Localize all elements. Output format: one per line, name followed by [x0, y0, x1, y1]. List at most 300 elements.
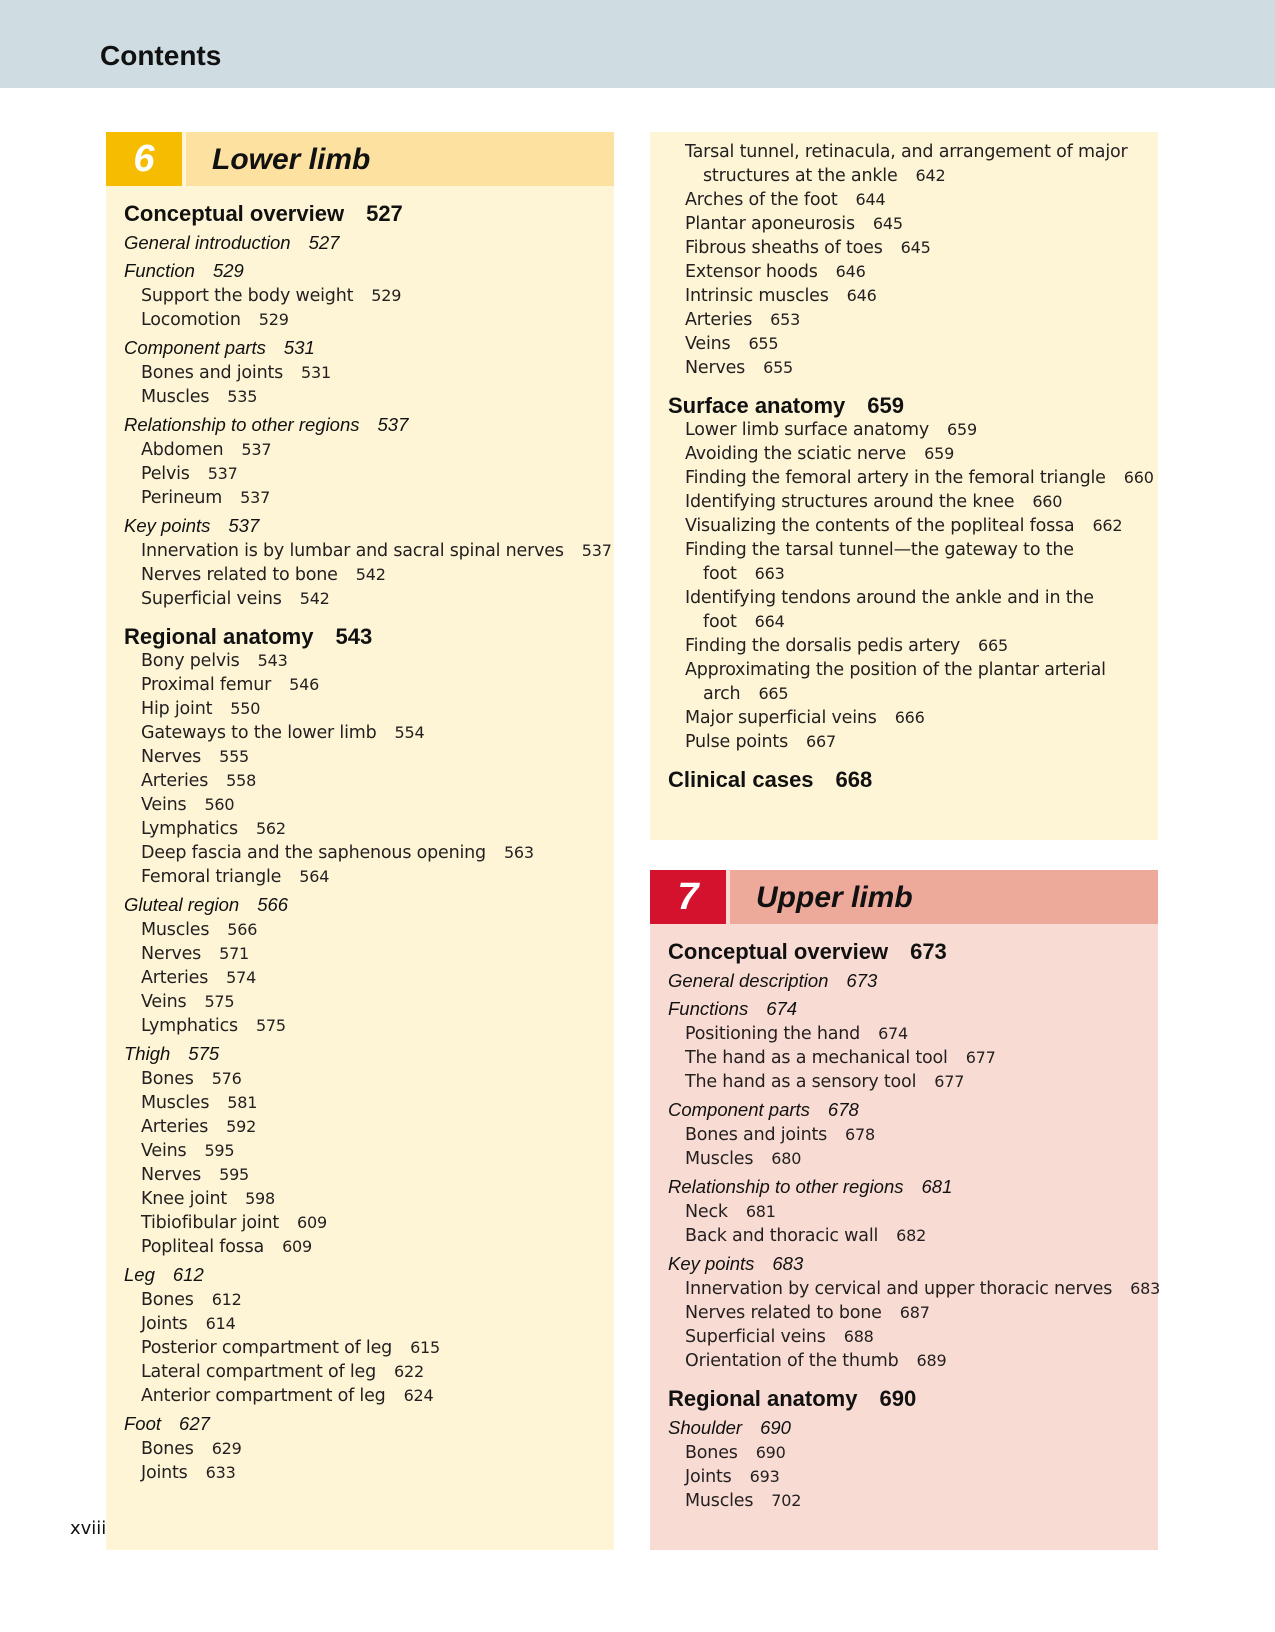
- toc-entry-title: Bones and joints: [685, 1125, 828, 1145]
- toc-entry: [685, 706, 925, 730]
- toc-entry-page: 554: [394, 723, 425, 742]
- toc-entry: [668, 1387, 916, 1411]
- toc-entry-title: Positioning the hand: [685, 1024, 861, 1044]
- toc-entry-title: General introduction: [124, 232, 291, 253]
- toc-entry-title: Veins: [141, 795, 187, 815]
- toc-entry-page: 683: [772, 1253, 804, 1274]
- toc-entry: [141, 1163, 249, 1187]
- toc-entry: [141, 721, 424, 745]
- toc-entry-title: Support the body weight: [141, 286, 354, 306]
- toc-entry-page: 689: [916, 1351, 947, 1370]
- toc-entry: [141, 697, 260, 721]
- toc-entry: [141, 865, 329, 889]
- toc-entry-page: 680: [771, 1149, 802, 1168]
- toc-entry-page: 624: [403, 1386, 434, 1405]
- toc-entry-page: 562: [255, 819, 286, 838]
- toc-entry-title: Bones: [141, 1439, 194, 1459]
- toc-entry-page: 595: [219, 1165, 250, 1184]
- toc-entry: [141, 1461, 236, 1485]
- toc-entry-title: Veins: [141, 992, 187, 1012]
- toc-entry: [141, 1235, 312, 1259]
- toc-entry-title: Back and thoracic wall: [685, 1226, 879, 1246]
- toc-entry: [668, 969, 877, 993]
- toc-entry-page: 527: [308, 232, 340, 253]
- page-title: Contents: [100, 40, 222, 71]
- toc-entry: [124, 413, 408, 437]
- toc-entry-title: Identifying tendons around the ankle and in the: [685, 588, 1094, 608]
- toc-entry-title: Anterior compartment of leg: [141, 1386, 386, 1406]
- toc-entry: [141, 1091, 257, 1115]
- toc-entry: [685, 1070, 964, 1094]
- toc-entry: [685, 586, 1094, 610]
- toc-entry-page: 612: [211, 1290, 242, 1309]
- toc-entry-title: Arteries: [141, 1117, 209, 1137]
- toc-entry-title: Relationship to other regions: [124, 414, 360, 435]
- toc-entry-page: 614: [205, 1314, 236, 1333]
- toc-entry-title: Nerves: [141, 1165, 202, 1185]
- toc-entry: [124, 625, 372, 649]
- toc-entry-page: 598: [245, 1189, 276, 1208]
- toc-entry-page: 529: [371, 286, 402, 305]
- toc-entry-page: 537: [207, 464, 238, 483]
- toc-entry: [668, 1416, 791, 1440]
- toc-entry-page: 660: [1123, 468, 1154, 487]
- toc-entry: [685, 1147, 801, 1171]
- toc-entry-title: Thigh: [124, 1043, 171, 1064]
- chapter-6-heading: [106, 132, 614, 186]
- toc-entry-page: 581: [227, 1093, 258, 1112]
- toc-entry-page: 655: [763, 358, 794, 377]
- toc-entry-page: 531: [301, 363, 331, 382]
- toc-entry: [685, 1489, 801, 1513]
- toc-entry-title: Regional anatomy: [124, 624, 314, 649]
- toc-entry-page: 592: [226, 1117, 257, 1136]
- toc-entry: [141, 1288, 242, 1312]
- toc-entry-title: Locomotion: [141, 310, 241, 330]
- toc-entry-title: Lower limb surface anatomy: [685, 420, 929, 440]
- toc-entry: [141, 563, 386, 587]
- toc-entry: [124, 1042, 219, 1066]
- toc-entry: [685, 1277, 1160, 1301]
- toc-entry-page: 537: [377, 414, 409, 435]
- toc-entry: [668, 1098, 859, 1122]
- toc-entry-title: Superficial veins: [685, 1327, 826, 1347]
- toc-entry: [141, 1360, 424, 1384]
- toc-entry: [685, 308, 800, 332]
- toc-entry: [685, 188, 885, 212]
- toc-entry-page: 666: [894, 708, 925, 727]
- toc-entry-title: Leg: [124, 1264, 155, 1285]
- toc-entry-title: Muscles: [685, 1491, 754, 1511]
- toc-entry-title: Arteries: [141, 968, 209, 988]
- toc-entry-title: Finding the femoral artery in the femoral triangle: [685, 468, 1106, 488]
- toc-entry: [141, 1139, 234, 1163]
- chapter-number: 6: [106, 132, 182, 186]
- toc-entry-title: Extensor hoods: [685, 262, 818, 282]
- toc-entry-page: 646: [846, 286, 877, 305]
- toc-entry: [685, 1123, 875, 1147]
- toc-entry-title: Nerves: [685, 358, 746, 378]
- toc-entry-title: Plantar aponeurosis: [685, 214, 855, 234]
- toc-entry-title: Component parts: [124, 337, 266, 358]
- chapter-7-heading: [650, 870, 1158, 924]
- toc-entry: [685, 658, 1106, 682]
- toc-entry: [685, 1325, 874, 1349]
- toc-entry: [703, 164, 945, 188]
- toc-entry-page: 659: [924, 444, 955, 463]
- toc-entry-page: 678: [827, 1099, 859, 1120]
- toc-entry-title: Arches of the foot: [685, 190, 838, 210]
- toc-entry-page: 645: [900, 238, 931, 257]
- toc-entry-page: 609: [297, 1213, 327, 1232]
- toc-entry: [668, 768, 872, 792]
- toc-entry-page: 655: [748, 334, 779, 353]
- toc-entry-page: 693: [749, 1467, 780, 1486]
- toc-entry-page: 646: [835, 262, 866, 281]
- toc-entry: [141, 1115, 256, 1139]
- toc-entry: [141, 361, 331, 385]
- chapter-title: Lower limb: [186, 132, 614, 186]
- toc-entry-title: arch: [703, 684, 741, 704]
- toc-entry: [685, 1441, 786, 1465]
- toc-entry: [141, 587, 330, 611]
- toc-entry-title: Avoiding the sciatic nerve: [685, 444, 907, 464]
- toc-entry: [685, 634, 1008, 658]
- toc-entry-page: 627: [179, 1413, 210, 1434]
- toc-entry-page: 665: [758, 684, 789, 703]
- toc-entry-page: 527: [366, 201, 403, 226]
- toc-entry: [141, 1211, 327, 1235]
- toc-entry-title: Nerves related to bone: [141, 565, 338, 585]
- toc-entry-title: Superficial veins: [141, 589, 282, 609]
- toc-entry-title: Fibrous sheaths of toes: [685, 238, 883, 258]
- toc-entry-title: Bones: [141, 1290, 194, 1310]
- toc-entry-title: Neck: [685, 1202, 728, 1222]
- toc-entry-title: Component parts: [668, 1099, 810, 1120]
- toc-entry-title: Tarsal tunnel, retinacula, and arrangement of major: [685, 142, 1128, 162]
- toc-entry: [141, 793, 234, 817]
- toc-entry-title: Finding the tarsal tunnel—the gateway to the: [685, 540, 1074, 560]
- toc-entry-page: 537: [228, 515, 260, 536]
- toc-entry: [141, 1187, 275, 1211]
- toc-entry: [685, 356, 793, 380]
- toc-entry-title: Orientation of the thumb: [685, 1351, 899, 1371]
- toc-entry: [703, 682, 788, 706]
- toc-entry-title: Shoulder: [668, 1417, 743, 1438]
- toc-entry-title: Key points: [668, 1253, 755, 1274]
- toc-entry: [124, 514, 259, 538]
- toc-entry-title: Posterior compartment of leg: [141, 1338, 393, 1358]
- toc-entry-page: 702: [771, 1491, 802, 1510]
- toc-entry: [141, 649, 288, 673]
- chapter-7-panel: [650, 870, 1161, 1550]
- toc-entry-title: Conceptual overview: [124, 201, 345, 226]
- toc-entry: [141, 284, 401, 308]
- toc-entry-title: Regional anatomy: [668, 1386, 858, 1411]
- toc-entry-page: 659: [867, 393, 905, 418]
- toc-entry-page: 678: [845, 1125, 875, 1144]
- toc-entry-page: 677: [965, 1048, 996, 1067]
- toc-entry-title: Intrinsic muscles: [685, 286, 829, 306]
- toc-entry-title: Femoral triangle: [141, 867, 282, 887]
- toc-entry-page: 644: [855, 190, 886, 209]
- toc-entry-title: Lymphatics: [141, 1016, 238, 1036]
- toc-entry: [141, 385, 257, 409]
- toc-entry: [685, 418, 977, 442]
- toc-entry-page: 663: [754, 564, 785, 583]
- toc-entry-title: Muscles: [141, 1093, 210, 1113]
- toc-entry-title: Veins: [141, 1141, 187, 1161]
- toc-entry-page: 673: [846, 970, 878, 991]
- toc-entry: [685, 1200, 776, 1224]
- toc-entry-page: 690: [760, 1417, 791, 1438]
- toc-entry: [685, 212, 903, 236]
- toc-entry-page: 673: [910, 939, 947, 964]
- toc-entry: [141, 841, 534, 865]
- toc-entry-title: Pelvis: [141, 464, 190, 484]
- toc-entry-page: 612: [172, 1264, 204, 1285]
- toc-entry-title: Surface anatomy: [668, 393, 846, 418]
- toc-entry-title: The hand as a sensory tool: [685, 1072, 917, 1092]
- toc-entry-title: Nerves related to bone: [685, 1303, 882, 1323]
- toc-entry: [703, 610, 785, 634]
- toc-entry-page: 575: [188, 1043, 220, 1064]
- toc-entry-title: Innervation is by lumbar and sacral spinal nerves: [141, 541, 564, 561]
- toc-entry: [141, 942, 249, 966]
- toc-entry: [685, 514, 1122, 538]
- toc-entry-title: foot: [703, 612, 737, 632]
- toc-entry-page: 531: [283, 337, 315, 358]
- toc-entry: [141, 1014, 286, 1038]
- toc-entry: [124, 893, 288, 917]
- toc-entry-page: 529: [258, 310, 289, 329]
- toc-entry-title: Gateways to the lower limb: [141, 723, 377, 743]
- toc-entry-page: 681: [745, 1202, 776, 1221]
- toc-entry-title: Arteries: [685, 310, 753, 330]
- toc-entry: [141, 1312, 236, 1336]
- toc-entry-title: Tibiofibular joint: [141, 1213, 280, 1233]
- toc-entry: [668, 1175, 952, 1199]
- toc-entry-page: 688: [843, 1327, 874, 1346]
- toc-entry-title: Abdomen: [141, 440, 224, 460]
- toc-entry: [685, 442, 954, 466]
- toc-entry-title: Nerves: [141, 747, 202, 767]
- toc-entry: [685, 490, 1062, 514]
- toc-entry-page: 566: [257, 894, 289, 915]
- toc-entry: [685, 466, 1154, 490]
- toc-entry-page: 550: [230, 699, 261, 718]
- toc-entry-page: 529: [212, 260, 244, 281]
- toc-entry-title: Bony pelvis: [141, 651, 240, 671]
- toc-entry: [685, 1046, 996, 1070]
- toc-entry-title: Nerves: [141, 944, 202, 964]
- toc-entry-title: Identifying structures around the knee: [685, 492, 1015, 512]
- toc-entry: [124, 1263, 204, 1287]
- toc-entry-page: 576: [211, 1069, 242, 1088]
- toc-entry-page: 542: [355, 565, 386, 584]
- toc-entry: [703, 562, 785, 586]
- toc-entry: [124, 259, 244, 283]
- toc-entry-title: Approximating the position of the plantar arterial: [685, 660, 1106, 680]
- toc-entry-title: Lymphatics: [141, 819, 238, 839]
- toc-entry-page: 677: [934, 1072, 965, 1091]
- toc-entry: [685, 1301, 930, 1325]
- toc-entry: [685, 1022, 908, 1046]
- toc-entry-page: 537: [581, 541, 612, 560]
- toc-entry-page: 609: [282, 1237, 313, 1256]
- toc-entry-page: 564: [299, 867, 330, 886]
- toc-entry-title: Lateral compartment of leg: [141, 1362, 377, 1382]
- toc-entry-page: 558: [226, 771, 257, 790]
- toc-entry-page: 542: [299, 589, 330, 608]
- toc-entry-page: 674: [766, 998, 798, 1019]
- toc-entry: [685, 236, 931, 260]
- toc-entry: [124, 231, 339, 255]
- toc-entry-title: Bones: [141, 1069, 194, 1089]
- toc-entry-title: Foot: [124, 1413, 162, 1434]
- toc-entry-page: 622: [394, 1362, 424, 1381]
- toc-entry-title: Major superficial veins: [685, 708, 877, 728]
- toc-entry-page: 660: [1032, 492, 1063, 511]
- toc-entry-page: 633: [205, 1463, 236, 1482]
- toc-entry-page: 546: [289, 675, 320, 694]
- toc-entry-page: 668: [835, 767, 873, 792]
- page-number: xviii: [70, 1518, 107, 1539]
- toc-entry-title: Deep fascia and the saphenous opening: [141, 843, 486, 863]
- toc-entry-page: 674: [878, 1024, 909, 1043]
- toc-entry: [685, 1465, 780, 1489]
- chapter-6-panel: [106, 132, 614, 1550]
- toc-entry: [685, 260, 866, 284]
- toc-entry-title: The hand as a mechanical tool: [685, 1048, 948, 1068]
- toc-entry-page: 566: [227, 920, 258, 939]
- toc-entry-page: 571: [219, 944, 250, 963]
- toc-entry-title: Perineum: [141, 488, 223, 508]
- toc-entry: [685, 538, 1074, 562]
- toc-entry-page: 575: [255, 1016, 286, 1035]
- toc-entry: [124, 336, 315, 360]
- chapter-number: 7: [650, 870, 726, 924]
- toc-entry: [141, 966, 256, 990]
- toc-entry-page: 682: [896, 1226, 927, 1245]
- toc-entry-page: 535: [227, 387, 258, 406]
- toc-entry-title: Functions: [668, 998, 749, 1019]
- toc-entry: [141, 308, 289, 332]
- toc-entry-title: Function: [124, 260, 195, 281]
- toc-entry: [141, 817, 286, 841]
- toc-entry: [668, 394, 904, 418]
- toc-entry-title: Proximal femur: [141, 675, 272, 695]
- toc-entry-page: 662: [1092, 516, 1123, 535]
- toc-entry-page: 537: [240, 488, 271, 507]
- toc-entry: [124, 1412, 210, 1436]
- toc-entry-page: 659: [946, 420, 977, 439]
- toc-entry-title: Hip joint: [141, 699, 213, 719]
- toc-entry: [668, 1252, 803, 1276]
- toc-entry: [124, 202, 403, 226]
- toc-entry-title: Visualizing the contents of the popliteal fossa: [685, 516, 1075, 536]
- toc-entry-page: 595: [204, 1141, 235, 1160]
- header-bar: [0, 0, 1275, 88]
- toc-entry-title: Bones and joints: [141, 363, 284, 383]
- toc-entry-page: 615: [410, 1338, 441, 1357]
- toc-entry-title: structures at the ankle: [703, 166, 898, 186]
- toc-entry-title: Muscles: [685, 1149, 754, 1169]
- toc-entry-title: Finding the dorsalis pedis artery: [685, 636, 961, 656]
- toc-entry-page: 690: [755, 1443, 786, 1462]
- toc-entry: [685, 332, 778, 356]
- toc-entry-page: 681: [921, 1176, 953, 1197]
- chapter-title: Upper limb: [730, 870, 1158, 924]
- toc-entry: [141, 769, 256, 793]
- toc-entry: [141, 1384, 434, 1408]
- toc-entry-page: 574: [226, 968, 257, 987]
- toc-entry: [141, 1437, 242, 1461]
- toc-entry-title: foot: [703, 564, 737, 584]
- toc-entry-page: 683: [1130, 1279, 1161, 1298]
- toc-entry-page: 537: [241, 440, 272, 459]
- toc-entry-page: 642: [915, 166, 946, 185]
- toc-entry-title: Conceptual overview: [668, 939, 889, 964]
- toc-entry-title: Muscles: [141, 387, 210, 407]
- toc-entry: [141, 1067, 242, 1091]
- toc-entry-title: Joints: [141, 1463, 188, 1483]
- toc-entry: [141, 745, 249, 769]
- toc-entry: [685, 1349, 946, 1373]
- toc-entry-title: Arteries: [141, 771, 209, 791]
- toc-entry: [685, 730, 836, 754]
- toc-entry: [685, 1224, 926, 1248]
- toc-entry-page: 645: [872, 214, 903, 233]
- toc-entry-page: 667: [806, 732, 836, 751]
- toc-entry-title: Popliteal fossa: [141, 1237, 265, 1257]
- toc-entry-title: Clinical cases: [668, 767, 814, 792]
- toc-entry-page: 690: [879, 1386, 917, 1411]
- toc-entry-title: General description: [668, 970, 829, 991]
- toc-entry: [141, 990, 234, 1014]
- toc-entry-page: 665: [978, 636, 1008, 655]
- toc-entry-title: Key points: [124, 515, 211, 536]
- toc-entry-page: 629: [211, 1439, 242, 1458]
- toc-entry-page: 555: [219, 747, 250, 766]
- toc-entry-title: Pulse points: [685, 732, 788, 752]
- toc-entry: [141, 673, 319, 697]
- toc-entry-page: 653: [770, 310, 801, 329]
- toc-entry-page: 543: [335, 624, 373, 649]
- toc-entry-title: Innervation by cervical and upper thoracic nerves: [685, 1279, 1113, 1299]
- toc-entry: [141, 462, 238, 486]
- toc-entry: [141, 486, 270, 510]
- toc-entry: [685, 140, 1128, 164]
- toc-entry-title: Relationship to other regions: [668, 1176, 904, 1197]
- toc-entry: [141, 1336, 440, 1360]
- toc-entry-page: 575: [204, 992, 235, 1011]
- toc-entry-page: 543: [257, 651, 288, 670]
- toc-entry: [141, 539, 612, 563]
- toc-entry-title: Muscles: [141, 920, 210, 940]
- toc-entry: [668, 940, 947, 964]
- chapter-6-continued-panel: [650, 132, 1158, 840]
- toc-entry: [685, 284, 877, 308]
- toc-entry-page: 563: [503, 843, 534, 862]
- toc-entry-title: Bones: [685, 1443, 738, 1463]
- toc-entry: [141, 918, 257, 942]
- toc-entry-title: Veins: [685, 334, 731, 354]
- toc-entry: [141, 438, 271, 462]
- toc-entry-title: Joints: [141, 1314, 188, 1334]
- toc-entry-page: 560: [204, 795, 235, 814]
- toc-entry-title: Gluteal region: [124, 894, 240, 915]
